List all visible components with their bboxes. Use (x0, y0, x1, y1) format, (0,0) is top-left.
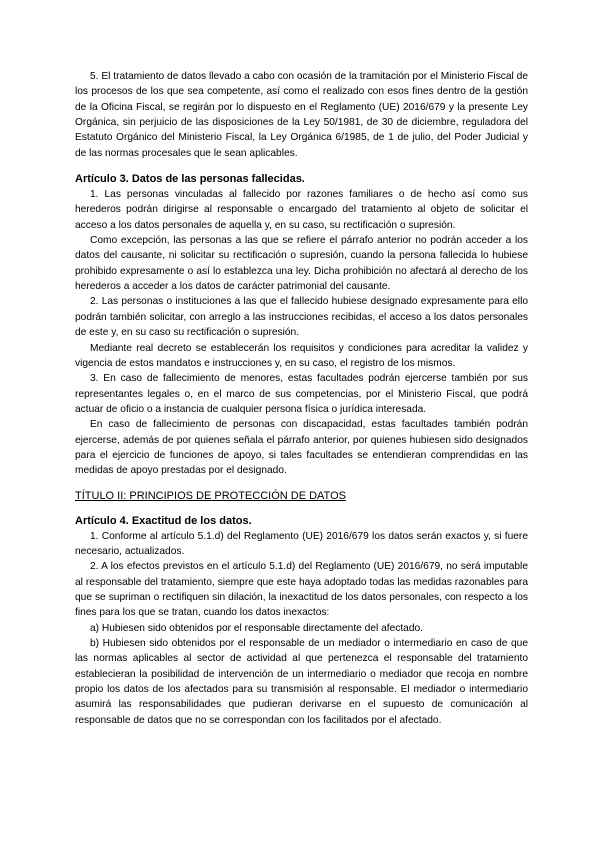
spacer (75, 161, 528, 172)
article-3-heading: Artículo 3. Datos de las personas fallecidas. (75, 173, 305, 186)
spacer (75, 479, 528, 489)
titulo-ii-heading: TÍTULO II: PRINCIPIOS DE PROTECCIÓN DE DATOS (75, 489, 346, 502)
paragraph-art4-2: 2. A los efectos previstos en el artículo 5.1.d) del Reglamento (UE) 2016/679, no será imputable al responsable del tratamiento, siempre que este haya adoptado todas las medidas razonables para que se supriman o rectifiquen sin dilación, la inexactitud de los datos personales, con respecto a los fines para los que se tratan, cuando los datos inexactos: (75, 561, 528, 619)
paragraph-art3-1: 1. Las personas vinculadas al fallecido por razones familiares o de hecho así como sus herederos podrán dirigirse al responsable o encargado del tratamiento al objeto de solicitar el acceso a los datos personales de aquella y, en su caso, su rectificación o supresión. (75, 189, 528, 231)
paragraph-art4-b: b) Hubiesen sido obtenidos por el responsable de un mediador o intermediario en caso de que las normas aplicables al sector de actividad al que pertenezca el responsable del tratamiento establecieran la posibilidad de intervención de un intermediario o mediador que recoja en nombre propio los datos de los afectados para su transmisión al responsable. El mediador o intermediario asumirá las responsabilidades que pudieran derivarse en el supuesto de comunicación al responsable de datos que no se correspondan con los facilitados por el afectado. (75, 638, 528, 726)
paragraph-art3-3: 3. En caso de fallecimiento de menores, estas facultades podrán ejercerse también por sus representantes legales o, en el marco de sus competencias, por el Ministerio Fiscal, que podrá actuar de oficio o a instancia de cualquier persona física o jurídica interesada. (75, 373, 528, 415)
paragraph-art2-5: 5. El tratamiento de datos llevado a cabo con ocasión de la tramitación por el Ministerio Fiscal de los procesos de los que sea competente, así como el realizado con esos fines dentro de la gestión de la Oficina Fiscal, se regirán por lo dispuesto en el Reglamento (UE) 2016/679 y la presente Ley Orgánica, sin perjuicio de las disposiciones de la Ley 50/1981, de 30 de diciembre, reguladora del Estatuto Orgánico del Ministerio Fiscal, la Ley Orgánica 6/1985, de 1 de julio, del Poder Judicial y de las normas procesales que le sean aplicables. (75, 71, 528, 159)
paragraph-art3-2: 2. Las personas o instituciones a las que el fallecido hubiese designado expresamente para ello podrán también solicitar, con arreglo a las instrucciones recibidas, el acceso a los datos personales de este y, en su caso su rectificación o supresión. (75, 296, 528, 339)
article-4-heading: Artículo 4. Exactitud de los datos. (75, 514, 252, 527)
paragraph-art4-a: a) Hubiesen sido obtenidos por el responsable directamente del afectado. (90, 622, 424, 634)
spacer (75, 504, 528, 514)
paragraph-art3-2b: Mediante real decreto se establecerán los requisitos y condiciones para acreditar la validez y vigencia de estos mandatos e instrucciones y, en su caso, el registro de los mismos. (75, 342, 528, 369)
paragraph-art3-1b: Como excepción, las personas a las que se refiere el párrafo anterior no podrán acceder a los datos del causante, ni solicitar su rectificación o supresión, cuando la persona fallecida lo hubiese prohibido expresamente o así lo establezca una ley. Dicha prohibición no afectará al derecho de los herederos a acceder a los datos de carácter patrimonial del causante. (75, 235, 528, 293)
paragraph-art4-1: 1. Conforme al artículo 5.1.d) del Reglamento (UE) 2016/679 los datos serán exactos y, si fuere necesario, actualizados. (75, 530, 528, 557)
paragraph-art3-3b: En caso de fallecimiento de personas con discapacidad, estas facultades también podrán ejercerse, además de por quienes señala el párrafo anterior, por quienes hubiesen sido designados para el ejercicio de funciones de apoyo, si tales facultades se entendieran comprendidas en las medidas de apoyo prestadas por el designado. (75, 419, 528, 477)
